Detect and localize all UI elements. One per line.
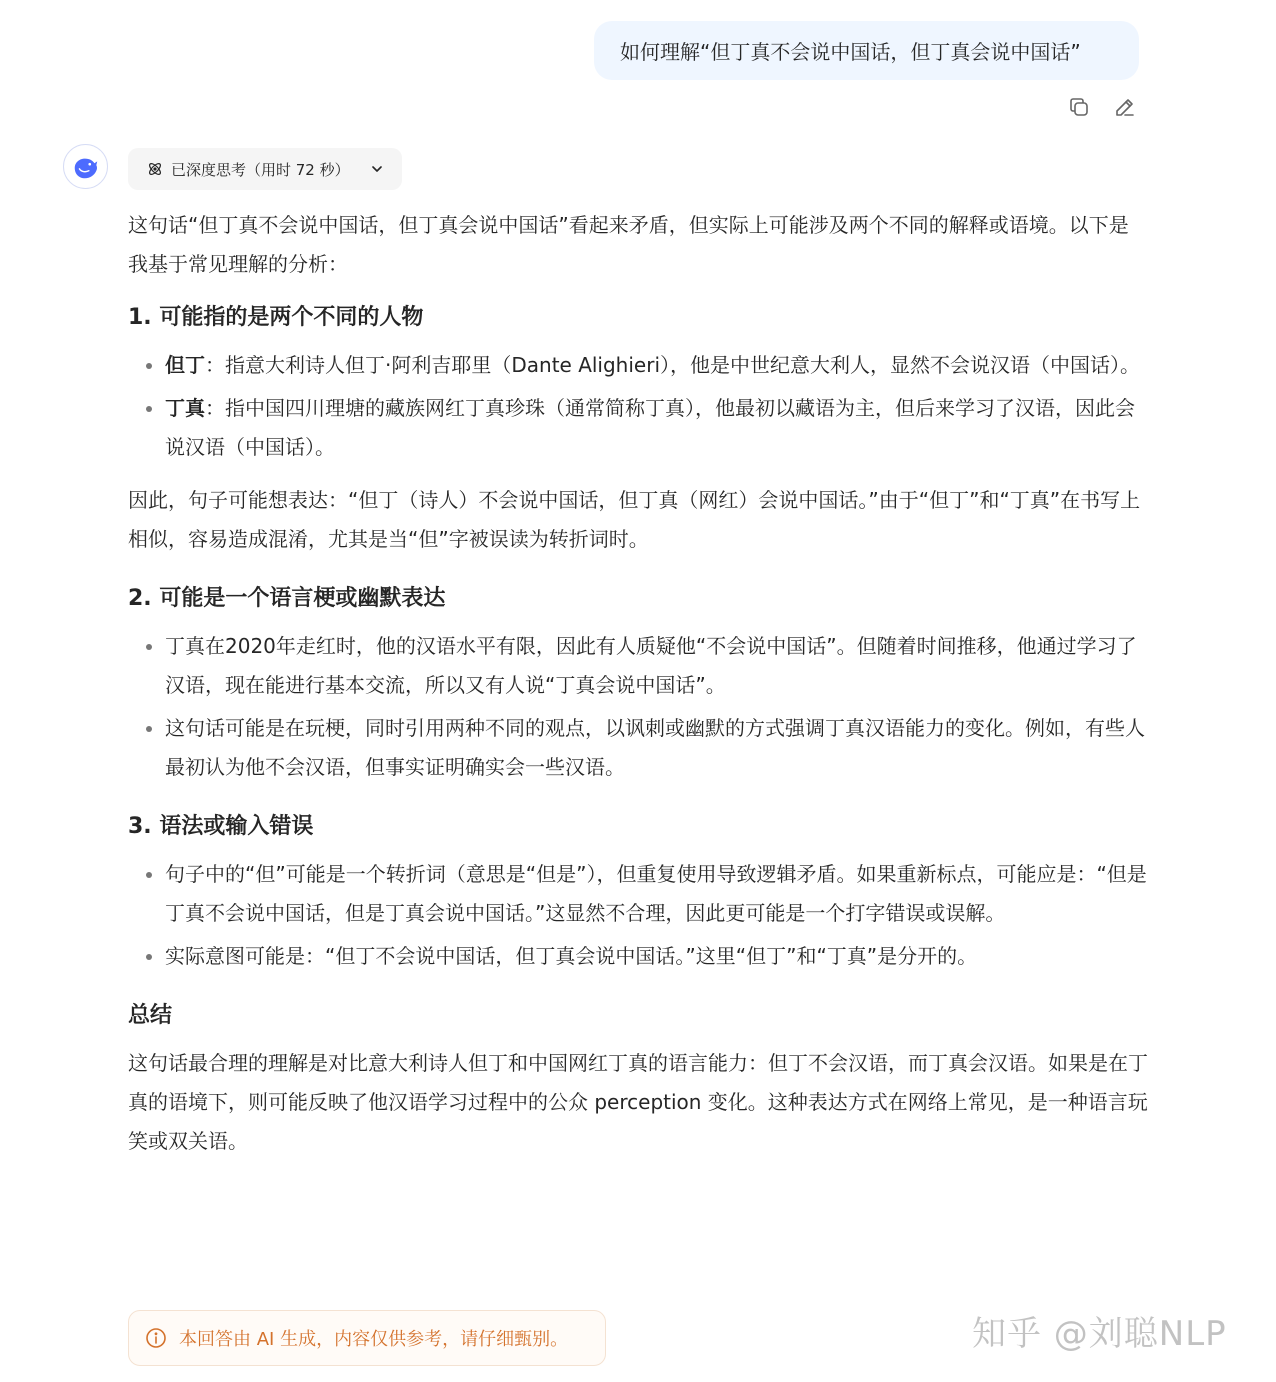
term-label: 但丁: [165, 353, 205, 377]
section-1-list: [128, 346, 1148, 467]
assistant-avatar: [63, 144, 108, 189]
atom-icon: [147, 161, 163, 177]
list-item: [165, 389, 1148, 467]
section-2-list: [128, 627, 1148, 787]
disclaimer-text: 本回答由 AI 生成，内容仅供参考，请仔细甄别。: [179, 1329, 569, 1350]
list-item: • 这句话可能是在玩梗，同时引用两种不同的观点，以讽刺或幽默的方式强调丁真汉语能力的变化。例如，有些人最初认为他不会汉语，但事实证明确实会一些汉语。: [165, 709, 1148, 787]
summary-paragraph: 这句话最合理的理解是对比意大利诗人但丁和中国网红丁真的语言能力：但丁不会汉语，而丁真会汉语。如果是在丁真的语境下，则可能反映了他汉语学习过程中的公众 perception 变化。这种表达方式在网络上常见，是一种语言玩笑或双关语。: [128, 1051, 1148, 1153]
thinking-label: 已深度思考（用时 72 秒）: [171, 160, 350, 179]
section-heading-1: 1. 可能指的是两个不同的人物: [128, 305, 424, 330]
edit-icon: [1113, 95, 1137, 119]
summary-heading: 总结: [128, 1003, 173, 1028]
list-item-text: ：指意大利诗人但丁·阿利吉耶里（Dante Alighieri），他是中世纪意大利人，显然不会说汉语（中国话）。: [205, 353, 1140, 377]
term-label: 丁真: [165, 396, 205, 420]
section-1-conclusion: 因此，句子可能想表达：“但丁（诗人）不会说中国话，但丁真（网红）会说中国话。”由于“但丁”和“丁真”在书写上相似，容易造成混淆，尤其是当“但”字被误读为转折词时。: [128, 488, 1141, 551]
assistant-answer: [128, 206, 1148, 1175]
copy-button[interactable]: [1066, 94, 1092, 120]
deep-thinking-toggle[interactable]: [128, 148, 402, 190]
list-item-text: ：指中国四川理塘的藏族网红丁真珍珠（通常简称丁真），他最初以藏语为主，但后来学习了汉语，因此会说汉语（中国话）。: [165, 396, 1135, 459]
intro-paragraph: 这句话“但丁真不会说中国话，但丁真会说中国话”看起来矛盾，但实际上可能涉及两个不同的解释或语境。以下是我基于常见理解的分析：: [128, 213, 1129, 276]
message-actions: [1066, 94, 1138, 120]
user-message-bubble: [594, 21, 1139, 80]
section-3-list: [128, 855, 1148, 976]
list-item: • 实际意图可能是：“但丁不会说中国话，但丁真会说中国话。”这里“但丁”和“丁真”是分开的。: [165, 937, 1148, 976]
edit-button[interactable]: [1112, 94, 1138, 120]
section-heading-3: 3. 语法或输入错误: [128, 814, 314, 839]
list-item: • 丁真在2020年走红时，他的汉语水平有限，因此有人质疑他“不会说中国话”。但随着时间推移，他通过学习了汉语，现在能进行基本交流，所以又有人说“丁真会说中国话”。: [165, 627, 1148, 705]
whale-logo-icon: [71, 152, 101, 182]
list-item: • 句子中的“但”可能是一个转折词（意思是“但是”），但重复使用导致逻辑矛盾。如果重新标点，可能应是：“但是丁真不会说中国话，但是丁真会说中国话。”这显然不合理，因此更可能是一个打字错误或误解。: [165, 855, 1148, 933]
info-icon: [145, 1327, 167, 1349]
copy-icon: [1067, 95, 1091, 119]
section-heading-2: 2. 可能是一个语言梗或幽默表达: [128, 586, 446, 611]
user-message-text: 如何理解“但丁真不会说中国话，但丁真会说中国话”: [620, 40, 1081, 64]
chevron-down-icon: [370, 162, 384, 176]
ai-disclaimer: [128, 1310, 606, 1366]
list-item: [165, 346, 1148, 385]
watermark: 知乎 @刘聪NLP: [972, 1314, 1227, 1354]
